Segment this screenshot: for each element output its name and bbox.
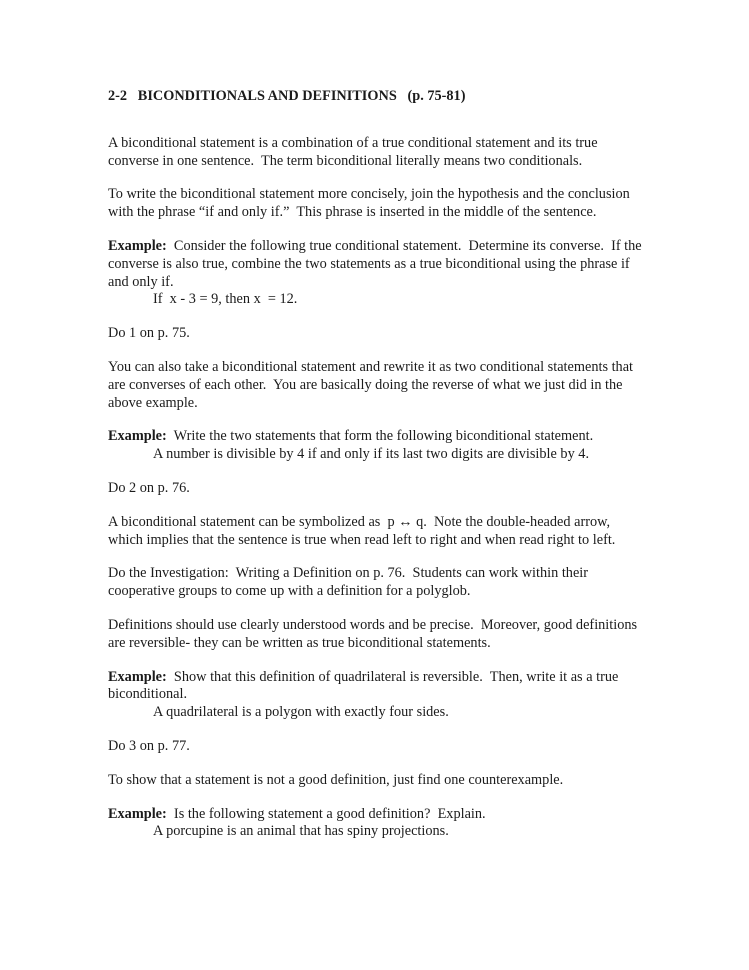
paragraph-investigation: Do the Investigation: Writing a Definition on p. 76. Students can work within their cooperative groups to come up with a definition for a polyglob. <box>108 565 592 600</box>
example-block-two-statements <box>108 428 648 446</box>
example-text: Show that this definition of quadrilateral is reversible. Then, write it as a true biconditional. <box>108 668 622 703</box>
example-label: Example: <box>108 237 167 254</box>
example-statement-porcupine: A porcupine is an animal that has spiny projections. <box>153 823 449 840</box>
example-text: Write the two statements that form the following biconditional statement. <box>166 428 594 445</box>
do-exercise-note-3: Do 3 on p. 77. <box>108 737 190 754</box>
paragraph-write-concisely: To write the biconditional statement more concisely, join the hypothesis and the conclusion with the phrase “if and only if.” This phrase is inserted in the middle of the sentence. <box>108 186 634 221</box>
example-block-quadrilateral <box>108 669 648 705</box>
paragraph-biconditional-intro: A biconditional statement is a combination of a true conditional statement and its true converse in one sentence. The term biconditional literally means two conditionals. <box>108 134 602 169</box>
paragraph-counterexample: To show that a statement is not a good definition, just find one counterexample. <box>108 771 564 788</box>
paragraph-rewrite-two-conditionals: You can also take a biconditional statement and rewrite it as two conditional statements that are converses of each other. You are basically doing the reverse of what we just did in the above example. <box>108 358 637 411</box>
example-label: Example: <box>108 668 167 685</box>
example-statement-divisible: A number is divisible by 4 if and only if its last two digits are divisible by 4. <box>153 446 590 463</box>
example-statement-equation: If x - 3 = 9, then x = 12. <box>153 291 298 308</box>
example-text: Consider the following true conditional statement. Determine its converse. If the converse is also true, combine the two statements as a true biconditional using the phrase if and only if. <box>108 237 646 290</box>
example-block-converse <box>108 238 648 291</box>
example-label: Example: <box>108 805 167 822</box>
paragraph-definitions-reversible: Definitions should use clearly understood words and be precise. Moreover, good definitions are reversible- they can be written as true biconditional statements. <box>108 616 641 651</box>
paragraph-symbolized-arrow: A biconditional statement can be symbolized as p ↔ q. Note the double-headed arrow, which implies that the sentence is true when read left to right and when read right to left. <box>108 513 616 548</box>
do-exercise-note-1: Do 1 on p. 75. <box>108 325 190 342</box>
example-label: Example: <box>108 428 167 445</box>
example-statement-quadrilateral: A quadrilateral is a polygon with exactly four sides. <box>153 704 449 721</box>
page-title: 2-2 BICONDITIONALS AND DEFINITIONS (p. 75-81) <box>108 88 466 104</box>
example-block-porcupine <box>108 806 648 824</box>
do-exercise-note-2: Do 2 on p. 76. <box>108 479 190 496</box>
example-text: Is the following statement a good definition? Explain. <box>166 805 486 822</box>
